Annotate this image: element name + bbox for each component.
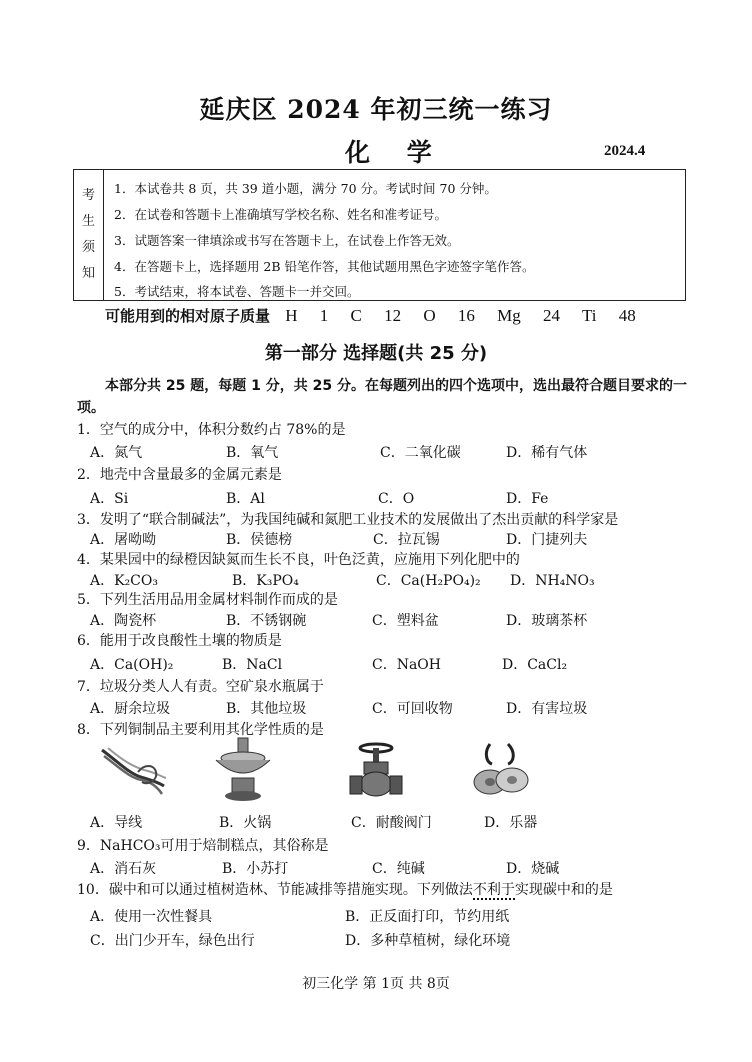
- question-option: C．塑料盆: [372, 613, 439, 629]
- part-intro: 本部分共 25 题，每题 1 分，共 25 分。在每题列出的四个选项中，选出最符合题目要求的一项。: [77, 378, 687, 416]
- notice-item: 1．本试卷共 8 页，共 39 道小题，满分 70 分。考试时间 70 分钟。: [114, 181, 497, 196]
- question-stem: 2．地壳中含量最多的金属元素是: [77, 467, 282, 483]
- question-stem: 5．下列生活用品用金属材料制作而成的是: [77, 592, 338, 608]
- acid-valve-image: [346, 740, 408, 804]
- question-option: C．可回收物: [372, 701, 453, 717]
- question-option: A．Ca(OH)₂: [90, 657, 174, 673]
- subject-title: 化 学: [345, 138, 446, 167]
- exam-notice-box: [73, 169, 686, 301]
- question-option: A．K₂CO₃: [90, 573, 158, 589]
- page-footer: 初三化学 第 1页 共 8页: [302, 976, 450, 992]
- question-option: D．NH₄NO₃: [510, 573, 595, 589]
- notice-label-char: 须: [81, 240, 95, 255]
- question-stem: 9．NaHCO₃可用于焙制糕点，其俗称是: [77, 838, 329, 854]
- question-option: B．K₃PO₄: [232, 573, 299, 589]
- exam-date: 2024.4: [604, 143, 646, 159]
- question-option: C．出门少开车，绿色出行: [90, 933, 255, 949]
- question-option: D．多种草植树，绿化环境: [345, 933, 511, 949]
- question-option: B．正反面打印，节约用纸: [345, 909, 510, 925]
- atomic-mass-label: 可能用到的相对原子质量: [105, 307, 271, 325]
- question-stem: 1．空气的成分中，体积分数约占 78%的是: [77, 422, 346, 438]
- copper-wire-image: [98, 742, 170, 802]
- question-option: B．氧气: [226, 445, 279, 461]
- question-stem-part: 10．碳中和可以通过植树造林、节能减排等措施实现。下列做法: [77, 882, 473, 898]
- question-stem: 8．下列铜制品主要利用其化学性质的是: [77, 722, 324, 738]
- question-option: A．使用一次性餐具: [90, 909, 213, 925]
- question-option: B．不锈钢碗: [226, 613, 307, 629]
- question-option: A．屠呦呦: [90, 532, 157, 548]
- notice-label-char: 考: [81, 188, 95, 203]
- question-stem: [77, 879, 613, 899]
- question-stem: 6．能用于改良酸性土壤的物质是: [77, 633, 282, 649]
- question-option: D．Fe: [506, 491, 549, 507]
- question-option: C．拉瓦锡: [373, 532, 440, 548]
- question-option: C．纯碱: [372, 861, 425, 877]
- question-stem: 4．某果园中的绿橙因缺氮而生长不良，叶色泛黄，应施用下列化肥中的: [77, 552, 520, 568]
- question-stem-emphasis: 不利于: [472, 882, 515, 898]
- atomic-mass-line: [105, 305, 636, 326]
- question-option: C．NaOH: [372, 657, 441, 673]
- cymbals-image: [470, 738, 532, 804]
- question-option: B．小苏打: [222, 861, 289, 877]
- question-stem: 7．垃圾分类人人有责。空矿泉水瓶属于: [77, 679, 324, 695]
- question-option: C．O: [378, 491, 415, 507]
- question-option: C．耐酸阀门: [351, 815, 432, 831]
- question-option: A．消石灰: [90, 861, 157, 877]
- question-option: B．火锅: [219, 815, 272, 831]
- question-stem-part: 实现碳中和的是: [514, 882, 613, 898]
- question-option: A．氮气: [90, 445, 143, 461]
- question-option: B．其他垃圾: [226, 701, 307, 717]
- question-option: A．导线: [90, 815, 143, 831]
- notice-item: 2．在试卷和答题卡上准确填写学校名称、姓名和准考证号。: [114, 207, 447, 222]
- question-option: D．有害垃圾: [506, 701, 588, 717]
- exam-title: 延庆区 2024 年初三统一练习: [199, 95, 553, 124]
- notice-item: 5．考试结束，将本试卷、答题卡一并交回。: [114, 284, 360, 299]
- question-option: D．玻璃茶杯: [506, 613, 588, 629]
- question-option: C．Ca(H₂PO₄)₂: [376, 573, 481, 589]
- question-option: B．NaCl: [222, 657, 283, 673]
- question-option: A．陶瓷杯: [90, 613, 157, 629]
- notice-label-char: 知: [81, 266, 95, 281]
- question-option: D．乐器: [484, 815, 538, 831]
- question-option: C．二氧化碳: [380, 445, 461, 461]
- question-option: B．Al: [226, 491, 265, 507]
- notice-label-char: 生: [81, 214, 95, 229]
- question-option: B．侯德榜: [226, 532, 293, 548]
- question-stem: 3．发明了“联合制碱法”，为我国纯碱和氮肥工业技术的发展做出了杰出贡献的科学家是: [77, 512, 619, 528]
- atomic-mass-values: H 1 C 12 O 16 Mg 24 Ti 48: [285, 306, 636, 325]
- notice-label: [74, 170, 104, 300]
- part-title: 第一部分 选择题(共 25 分): [264, 343, 488, 364]
- hotpot-image: [210, 736, 276, 806]
- notice-item: 3．试题答案一律填涂或书写在答题卡上，在试卷上作答无效。: [114, 233, 460, 248]
- question-option: D．稀有气体: [506, 445, 588, 461]
- question-option: D．CaCl₂: [502, 657, 568, 673]
- question-option: D．烧碱: [506, 861, 560, 877]
- question-option: A．厨余垃圾: [90, 701, 171, 717]
- question-option: D．门捷列夫: [506, 532, 588, 548]
- question-option: A．Si: [90, 491, 129, 507]
- notice-item: 4．在答题卡上，选择题用 2B 铅笔作答，其他试题用黑色字迹签字笔作答。: [114, 259, 535, 274]
